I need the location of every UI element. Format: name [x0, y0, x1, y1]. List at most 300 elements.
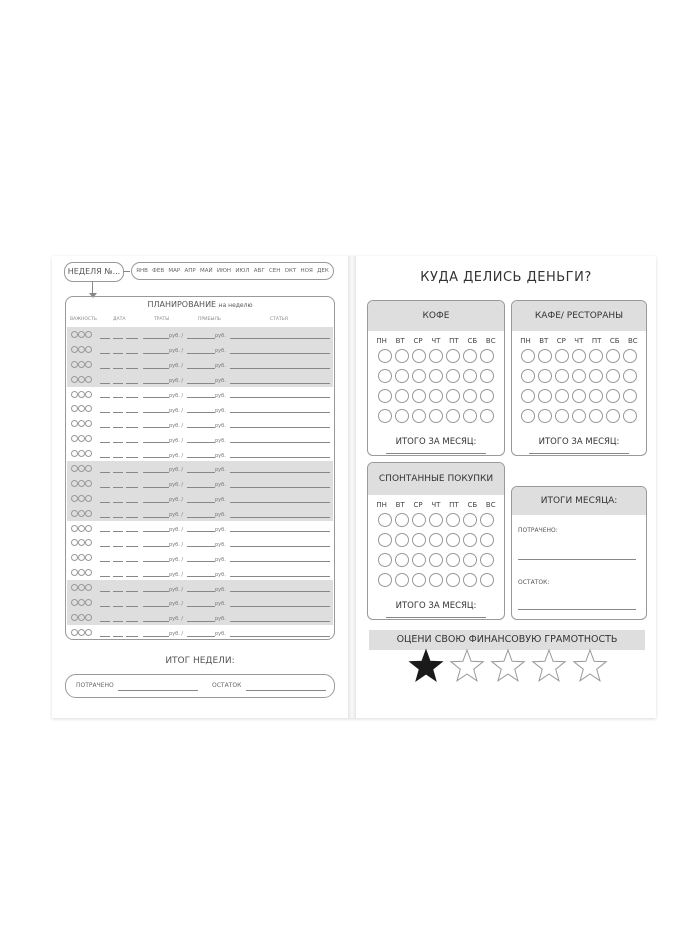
entry-line [187, 442, 215, 443]
currency-label: руб. [215, 497, 226, 504]
entry-line [113, 397, 123, 398]
col-spend: ТРАТЫ [154, 317, 170, 322]
currency-label: руб. [215, 437, 226, 444]
tracker-circle[interactable] [446, 369, 460, 383]
entry-line [187, 502, 215, 503]
tracker-circle[interactable] [412, 409, 426, 423]
month-5: ИЮН [216, 268, 232, 274]
tracker-circle[interactable] [378, 573, 392, 587]
entry-line [230, 621, 330, 622]
importance-circle [71, 569, 78, 576]
importance-circle [71, 525, 78, 532]
rating-stars [408, 648, 618, 688]
entry-line [100, 606, 110, 607]
entry-line [113, 353, 123, 354]
currency-label: руб. / [169, 363, 184, 370]
entry-line [113, 412, 123, 413]
entry-line [126, 636, 138, 637]
tracker-circle[interactable] [589, 369, 603, 383]
tracker-circle[interactable] [555, 389, 569, 403]
entry-line [113, 502, 123, 503]
plan-subtitle: на неделю [218, 302, 253, 309]
currency-label: руб. [215, 392, 226, 399]
tracker-circle[interactable] [480, 533, 494, 547]
importance-circle [78, 435, 85, 442]
tracker-grid [512, 345, 646, 423]
tracker-circle[interactable] [623, 349, 637, 363]
importance-circle [71, 346, 78, 353]
tracker-circle[interactable] [538, 409, 552, 423]
tracker-circle[interactable] [463, 553, 477, 567]
tracker-circle[interactable] [538, 349, 552, 363]
tracker-circle[interactable] [480, 369, 494, 383]
entry-line [230, 546, 330, 547]
entry-line [230, 427, 330, 428]
tracker-circle[interactable] [378, 389, 392, 403]
importance-circle [85, 420, 92, 427]
month-1: ФЕВ [152, 268, 165, 274]
left-page [52, 256, 348, 718]
entry-line [126, 561, 138, 562]
tracker-circle[interactable] [589, 409, 603, 423]
currency-label: руб. / [169, 526, 184, 533]
month-total-label: ИТОГО ЗА МЕСЯЦ: [395, 601, 477, 611]
importance-circle [71, 376, 78, 383]
tracker-circle[interactable] [395, 533, 409, 547]
importance-circle [85, 584, 92, 591]
month-8: СЕН [268, 268, 281, 274]
tracker-circle[interactable] [521, 349, 535, 363]
entry-line [113, 561, 123, 562]
importance-circle [78, 331, 85, 338]
open-planner [52, 256, 656, 718]
entry-line [100, 442, 110, 443]
tracker-circle[interactable] [572, 369, 586, 383]
entry-line [187, 427, 215, 428]
tracker-circle[interactable] [555, 409, 569, 423]
importance-circle [85, 599, 92, 606]
tracker-circle[interactable] [412, 349, 426, 363]
tracker-circle[interactable] [572, 349, 586, 363]
importance-circle [71, 614, 78, 621]
currency-label: руб. [215, 482, 226, 489]
entry-line [126, 531, 138, 532]
entry-line [126, 427, 138, 428]
tracker-circle[interactable] [395, 389, 409, 403]
currency-label: руб. / [169, 601, 184, 608]
tracker-circle[interactable] [463, 409, 477, 423]
currency-label: руб. [215, 631, 226, 638]
entry-line [230, 576, 330, 577]
tracker-circle[interactable] [412, 553, 426, 567]
entry-line [187, 517, 215, 518]
entry-line [113, 383, 123, 384]
rating-star-icon[interactable] [490, 648, 526, 684]
importance-circle [85, 554, 92, 561]
currency-label: руб. / [169, 422, 184, 429]
entry-line [143, 517, 169, 518]
tracker-circle[interactable] [521, 409, 535, 423]
importance-circle [71, 495, 78, 502]
importance-circle [78, 584, 85, 591]
importance-circle [78, 599, 85, 606]
summary-remain-label: ОСТАТОК: [518, 579, 550, 586]
tracker-circle[interactable] [395, 349, 409, 363]
entry-line [126, 353, 138, 354]
weekday-label: ПТ [449, 501, 459, 509]
month-4: МАЙ [199, 268, 213, 274]
weekday-label: СР [556, 337, 566, 345]
remain-line [246, 690, 326, 691]
importance-circle [85, 361, 92, 368]
tracker-circle[interactable] [378, 513, 392, 527]
importance-circle [71, 450, 78, 457]
currency-label: руб. / [169, 452, 184, 459]
plan-rows [67, 327, 333, 640]
tracker-circle[interactable] [378, 369, 392, 383]
tracker-circle[interactable] [429, 573, 443, 587]
entry-line [126, 546, 138, 547]
importance-circle [71, 420, 78, 427]
table-row [67, 521, 333, 536]
entry-line [187, 338, 215, 339]
weekday-label: ВС [485, 337, 496, 345]
tracker-circle[interactable] [429, 409, 443, 423]
weekday-label: ВТ [395, 337, 405, 345]
plan-title-text: ПЛАНИРОВАНИЕ [147, 300, 217, 309]
tracker-circle[interactable] [412, 533, 426, 547]
col-importance: ВАЖНОСТЬ [70, 317, 97, 322]
importance-circle [85, 450, 92, 457]
entry-line [100, 546, 110, 547]
table-row [67, 431, 333, 446]
importance-circle [85, 495, 92, 502]
currency-label: руб. [215, 616, 226, 623]
month-2: МАР [168, 268, 181, 274]
month-0: ЯНВ [136, 268, 148, 274]
right-page-title: КУДА ДЕЛИСЬ ДЕНЬГИ? [420, 270, 592, 285]
tracker-circle[interactable] [446, 409, 460, 423]
rating-star-icon[interactable] [572, 648, 608, 684]
entry-line [126, 591, 138, 592]
entry-line [230, 338, 330, 339]
entry-line [100, 561, 110, 562]
entry-line [100, 472, 110, 473]
importance-circle [71, 539, 78, 546]
weekday-label: ЧТ [574, 337, 584, 345]
entry-line [143, 457, 169, 458]
summary-spent-label: ПОТРАЧЕНО: [518, 527, 558, 534]
tracker-circle[interactable] [395, 369, 409, 383]
tracker-circle[interactable] [378, 533, 392, 547]
entry-line [113, 576, 123, 577]
importance-circle [78, 346, 85, 353]
tracker-circle[interactable] [623, 389, 637, 403]
entry-line [230, 472, 330, 473]
tracker-circle[interactable] [446, 513, 460, 527]
tracker-circle[interactable] [412, 369, 426, 383]
tracker-circle[interactable] [589, 389, 603, 403]
table-row [67, 610, 333, 625]
importance-circle [85, 346, 92, 353]
tracker-circle[interactable] [429, 513, 443, 527]
importance-circle [78, 495, 85, 502]
entry-line [100, 338, 110, 339]
importance-circle [85, 614, 92, 621]
entry-line [126, 487, 138, 488]
month-total-label: ИТОГО ЗА МЕСЯЦ: [395, 437, 477, 447]
importance-circle [71, 480, 78, 487]
currency-label: руб. / [169, 407, 184, 414]
tracker-circle[interactable] [463, 513, 477, 527]
rating-star-icon[interactable] [449, 648, 485, 684]
entry-line [113, 427, 123, 428]
tracker-circle[interactable] [606, 409, 620, 423]
table-row [67, 387, 333, 402]
remain-label: ОСТАТОК [212, 682, 242, 689]
table-row [67, 476, 333, 491]
currency-label: руб. [215, 363, 226, 370]
tracker-circle[interactable] [480, 513, 494, 527]
currency-label: руб. / [169, 378, 184, 385]
tracker-circle[interactable] [572, 409, 586, 423]
tracker-circle[interactable] [429, 553, 443, 567]
entry-line [187, 606, 215, 607]
importance-circle [71, 599, 78, 606]
entry-line [126, 621, 138, 622]
importance-circle [71, 584, 78, 591]
weekday-label: ПТ [591, 337, 602, 345]
currency-label: руб. / [169, 333, 184, 340]
importance-circle [78, 405, 85, 412]
tracker-circle[interactable] [463, 389, 477, 403]
tracker-circle[interactable] [446, 553, 460, 567]
entry-line [100, 487, 110, 488]
tracker-circle[interactable] [412, 389, 426, 403]
month-total-line [386, 453, 486, 454]
entry-line [113, 531, 123, 532]
weekly-plan-table [65, 296, 335, 640]
entry-line [126, 457, 138, 458]
book-gutter [348, 256, 356, 718]
entry-line [143, 368, 169, 369]
arrow-connector [123, 271, 130, 272]
table-row [67, 357, 333, 372]
month-11: ДЕК [317, 268, 329, 274]
entry-line [143, 412, 169, 413]
currency-label: руб. [215, 541, 226, 548]
entry-line [143, 383, 169, 384]
month-6: ИЮЛ [235, 268, 250, 274]
entry-line [126, 368, 138, 369]
rating-star-icon[interactable] [531, 648, 567, 684]
tracker-circle[interactable] [623, 409, 637, 423]
tracker-circle[interactable] [463, 573, 477, 587]
table-row [67, 550, 333, 565]
importance-circle [85, 391, 92, 398]
importance-circle [85, 435, 92, 442]
currency-label: руб. / [169, 586, 184, 593]
month-9: ОКТ [284, 268, 297, 274]
tracker-circle[interactable] [480, 389, 494, 403]
entry-line [126, 412, 138, 413]
tracker-circle[interactable] [412, 513, 426, 527]
weekday-label: ПН [376, 337, 387, 345]
tracker-circle[interactable] [378, 553, 392, 567]
weekday-label: СР [413, 337, 423, 345]
tracker-circle[interactable] [429, 533, 443, 547]
importance-circle [78, 539, 85, 546]
importance-circle [78, 391, 85, 398]
entry-line [143, 472, 169, 473]
entry-line [187, 472, 215, 473]
right-page [356, 256, 656, 718]
tracker-circle[interactable] [378, 349, 392, 363]
importance-circle [71, 361, 78, 368]
currency-label: руб. / [169, 616, 184, 623]
card-restaurants [511, 300, 647, 456]
tracker-circle[interactable] [555, 369, 569, 383]
tracker-circle[interactable] [480, 553, 494, 567]
tracker-circle[interactable] [395, 513, 409, 527]
weekday-label: ПН [376, 501, 387, 509]
entry-line [187, 591, 215, 592]
tracker-circle[interactable] [446, 349, 460, 363]
table-row [67, 535, 333, 550]
tracker-circle[interactable] [446, 533, 460, 547]
importance-circle [71, 331, 78, 338]
entry-line [230, 531, 330, 532]
tracker-circle[interactable] [395, 409, 409, 423]
tracker-circle[interactable] [446, 573, 460, 587]
entry-line [126, 502, 138, 503]
entry-line [113, 546, 123, 547]
table-row [67, 401, 333, 416]
entry-line [230, 457, 330, 458]
currency-label: руб. [215, 333, 226, 340]
weekday-row [368, 337, 504, 345]
entry-line [100, 636, 110, 637]
tracker-circle[interactable] [538, 389, 552, 403]
tracker-circle[interactable] [463, 533, 477, 547]
tracker-circle[interactable] [429, 389, 443, 403]
tracker-circle[interactable] [378, 409, 392, 423]
entry-line [113, 368, 123, 369]
weekday-row [512, 337, 646, 345]
entry-line [230, 591, 330, 592]
entry-line [126, 576, 138, 577]
tracker-grid [368, 345, 504, 423]
importance-circle [71, 391, 78, 398]
tracker-circle[interactable] [589, 349, 603, 363]
importance-circle [78, 465, 85, 472]
table-row [67, 491, 333, 506]
importance-circle [78, 554, 85, 561]
spent-label: ПОТРАЧЕНО [76, 682, 114, 689]
weekday-row [368, 501, 504, 509]
importance-circle [85, 331, 92, 338]
tracker-circle[interactable] [606, 389, 620, 403]
tracker-circle[interactable] [538, 369, 552, 383]
currency-label: руб. [215, 571, 226, 578]
weekday-label: ЧТ [431, 337, 441, 345]
tracker-circle[interactable] [446, 389, 460, 403]
currency-label: руб. [215, 348, 226, 355]
tracker-circle[interactable] [623, 369, 637, 383]
entry-line [113, 517, 123, 518]
tracker-circle[interactable] [463, 369, 477, 383]
card-spontaneous [367, 462, 505, 620]
entry-line [143, 427, 169, 428]
currency-label: руб. / [169, 556, 184, 563]
tracker-circle[interactable] [572, 389, 586, 403]
importance-circle [78, 629, 85, 636]
entry-line [126, 442, 138, 443]
entry-line [100, 591, 110, 592]
tracker-circle[interactable] [480, 573, 494, 587]
entry-line [100, 621, 110, 622]
tracker-circle[interactable] [555, 349, 569, 363]
entry-line [143, 636, 169, 637]
currency-label: руб. / [169, 631, 184, 638]
entry-line [187, 546, 215, 547]
table-row [67, 580, 333, 595]
tracker-circle[interactable] [606, 349, 620, 363]
importance-circle [78, 420, 85, 427]
card-coffee [367, 300, 505, 456]
tracker-circle[interactable] [480, 349, 494, 363]
entry-line [187, 576, 215, 577]
weekday-label: СБ [467, 501, 478, 509]
entry-line [187, 636, 215, 637]
tracker-circle[interactable] [521, 389, 535, 403]
entry-line [113, 457, 123, 458]
importance-circle [78, 450, 85, 457]
tracker-circle[interactable] [429, 349, 443, 363]
tracker-circle[interactable] [521, 369, 535, 383]
tracker-circle[interactable] [429, 369, 443, 383]
entry-line [126, 397, 138, 398]
entry-line [143, 546, 169, 547]
col-article: СТАТЬЯ [270, 317, 288, 322]
weekday-label: СР [413, 501, 423, 509]
importance-circle [78, 376, 85, 383]
entry-line [230, 368, 330, 369]
entry-line [230, 412, 330, 413]
month-total-line [386, 617, 486, 618]
tracker-circle[interactable] [395, 573, 409, 587]
importance-circle [85, 525, 92, 532]
rating-star-icon[interactable] [408, 648, 444, 684]
currency-label: руб. [215, 512, 226, 519]
tracker-circle[interactable] [480, 409, 494, 423]
currency-label: руб. [215, 407, 226, 414]
table-row [67, 565, 333, 580]
tracker-circle[interactable] [412, 573, 426, 587]
importance-circle [78, 614, 85, 621]
importance-circle [71, 435, 78, 442]
summary-spent-line [518, 559, 636, 560]
table-row [67, 342, 333, 357]
tracker-circle[interactable] [395, 553, 409, 567]
entry-line [113, 338, 123, 339]
weekday-label: ВТ [395, 501, 405, 509]
importance-circle [85, 405, 92, 412]
tracker-circle[interactable] [606, 369, 620, 383]
tracker-circle[interactable] [463, 349, 477, 363]
weekday-label: ВС [627, 337, 638, 345]
entry-line [230, 442, 330, 443]
